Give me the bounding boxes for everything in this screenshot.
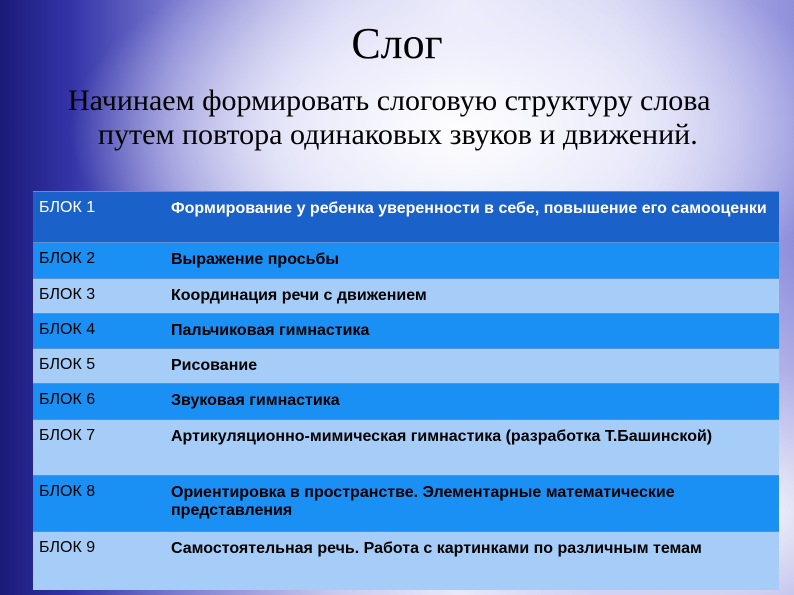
block-description: Формирование у ребенка уверенности в себе, повышение его самооценки <box>171 200 767 217</box>
slide-title: Слог <box>351 19 443 68</box>
block-label: БЛОК 5 <box>39 356 96 373</box>
table-row <box>33 349 779 384</box>
block-description: Выражение просьбы <box>171 251 340 268</box>
block-label: БЛОК 9 <box>39 539 96 556</box>
table-row <box>33 420 779 476</box>
block-description: Пальчиковая гимнастика <box>171 322 370 339</box>
block-label: БЛОК 3 <box>39 286 96 303</box>
table-row <box>33 476 779 532</box>
table-row <box>33 384 779 420</box>
block-label: БЛОК 1 <box>39 199 96 216</box>
block-description: Координация речи с движением <box>171 287 427 304</box>
table-row <box>33 192 779 243</box>
intro-paragraph: Начинаем формировать слоговую структуру слова путем повтора одинаковых звуков и движений. <box>68 84 711 151</box>
block-description: Рисование <box>171 357 258 374</box>
blocks-table <box>33 191 779 590</box>
table-row <box>33 243 779 279</box>
block-label: БЛОК 7 <box>39 427 96 444</box>
block-label: БЛОК 2 <box>39 250 96 267</box>
block-description: Звуковая гимнастика <box>171 392 340 409</box>
block-description: Ориентировка в пространстве. Элементарные математические представления <box>171 484 675 519</box>
block-description: Самостоятельная речь. Работа с картинками по различным темам <box>171 540 702 557</box>
block-label: БЛОК 8 <box>39 483 96 500</box>
block-label: БЛОК 6 <box>39 391 96 408</box>
block-label: БЛОК 4 <box>39 321 96 338</box>
table-row <box>33 532 779 590</box>
block-description: Артикуляционно-мимическая гимнастика (разработка Т.Башинской) <box>171 428 713 445</box>
table-row <box>33 279 779 314</box>
table-row <box>33 314 779 349</box>
